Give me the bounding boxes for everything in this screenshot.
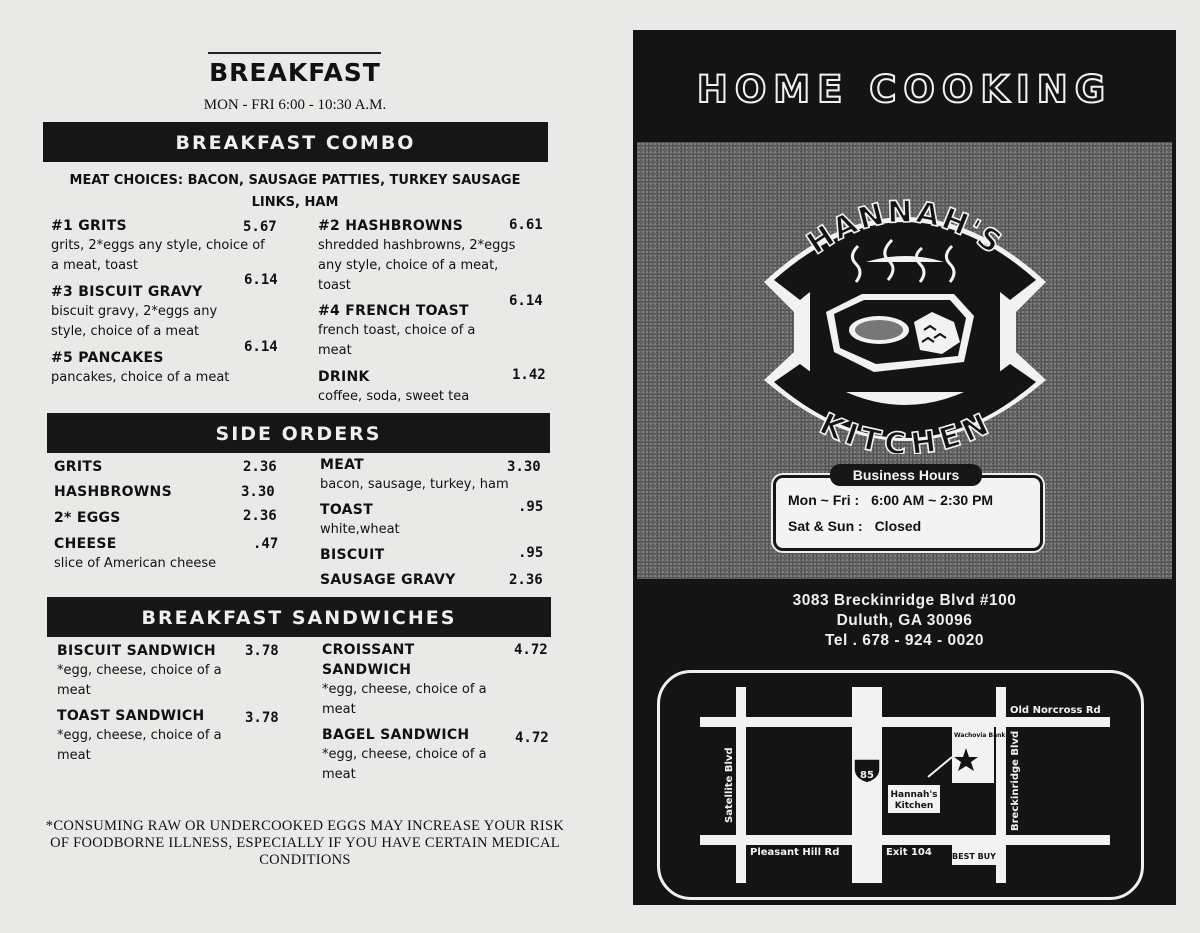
item-name: GRITS <box>54 459 103 475</box>
item-price: 3.30 <box>507 459 541 475</box>
item-desc: shredded hashbrowns, 2*eggs any style, choice of a meat, toast <box>318 238 516 293</box>
item-desc: bacon, sausage, turkey, ham <box>320 477 509 492</box>
title-rule <box>208 52 381 54</box>
item-name: DRINK <box>318 369 370 385</box>
hours-row <box>788 492 993 508</box>
item-price: 2.36 <box>243 508 277 524</box>
item-name: BISCUIT <box>320 547 385 563</box>
item-name: #5 PANCAKES <box>51 350 164 366</box>
menu-item <box>57 706 242 766</box>
item-price: 3.78 <box>245 710 279 726</box>
item-price: 4.72 <box>515 730 549 746</box>
item-desc: pancakes, choice of a meat <box>51 370 230 385</box>
item-price: .95 <box>518 545 544 561</box>
menu-item <box>320 545 384 565</box>
item-name: BAGEL SANDWICH <box>322 727 470 743</box>
road-old-norcross: Old Norcross Rd <box>1010 705 1101 716</box>
item-name: CROISSANT SANDWICH <box>322 642 415 678</box>
address-street: 3083 Breckinridge Blvd #100 <box>792 592 1017 609</box>
item-name: TOAST SANDWICH <box>57 708 205 724</box>
menu-item <box>322 640 502 720</box>
road-satellite: Satellite Blvd <box>724 747 735 823</box>
item-name: #2 HASHBROWNS <box>318 218 464 234</box>
restaurant-label-line1: Hannah's <box>890 790 938 800</box>
item-name: 2* EGGS <box>54 510 121 526</box>
hours-days: Mon ~ Fri : <box>788 492 860 508</box>
sandwiches-heading: BREAKFAST SANDWICHES <box>47 597 551 637</box>
item-desc: biscuit gravy, 2*eggs any style, choice of a meat <box>51 304 218 339</box>
item-price: 6.14 <box>509 293 543 309</box>
hours-row <box>788 518 921 534</box>
item-desc: grits, 2*eggs any style, choice of a meat, toast <box>51 238 265 273</box>
menu-item <box>318 216 518 296</box>
item-name: BISCUIT SANDWICH <box>57 643 216 659</box>
restaurant-label-line2: Kitchen <box>894 801 934 811</box>
breakfast-title: BREAKFAST <box>209 58 381 87</box>
hours-time: Closed <box>874 518 922 534</box>
item-price: 6.14 <box>244 272 278 288</box>
road-pleasant-hill: Pleasant Hill Rd <box>750 847 840 858</box>
item-name: HASHBROWNS <box>54 484 172 500</box>
menu-item <box>54 457 103 477</box>
item-price: 5.67 <box>243 219 277 235</box>
item-desc: slice of American cheese <box>54 556 217 571</box>
logo-top-text: HANNAH'S <box>800 194 1010 262</box>
item-desc: coffee, soda, sweet tea <box>318 389 470 404</box>
item-price: .95 <box>518 499 544 515</box>
menu-item <box>57 641 242 701</box>
item-desc: white,wheat <box>320 522 400 537</box>
item-price: 3.78 <box>245 643 279 659</box>
menu-item <box>322 725 502 785</box>
location-map <box>657 670 1144 900</box>
menu-item <box>318 367 503 407</box>
bank-label: Wachovia Bank <box>954 732 1006 739</box>
menu-item <box>54 482 172 502</box>
item-name: #1 GRITS <box>51 218 127 234</box>
menu-item <box>54 508 121 528</box>
item-name: TOAST <box>320 502 374 518</box>
address-city: Duluth, GA 30096 <box>836 612 973 629</box>
item-price: .47 <box>253 536 279 552</box>
menu-item <box>318 301 493 361</box>
sides-heading: SIDE ORDERS <box>47 413 550 453</box>
item-price: 1.42 <box>512 367 546 383</box>
hours-days: Sat & Sun : <box>788 518 863 534</box>
item-price: 6.14 <box>244 339 278 355</box>
item-price: 6.61 <box>509 217 543 233</box>
item-desc: *egg, cheese, choice of a meat <box>57 728 222 763</box>
interstate-number: 85 <box>860 770 874 781</box>
cover-panel <box>633 30 1176 905</box>
item-desc: *egg, cheese, choice of a meat <box>322 747 487 782</box>
item-price: 2.36 <box>509 572 543 588</box>
menu-item <box>320 455 530 495</box>
item-name: MEAT <box>320 457 364 473</box>
menu-item <box>320 570 456 590</box>
business-hours-title: Business Hours <box>830 464 982 486</box>
road-breckinridge: Breckinridge Blvd <box>1010 730 1021 831</box>
item-desc: *egg, cheese, choice of a meat <box>57 663 222 698</box>
item-price: 3.30 <box>241 484 275 500</box>
item-desc: *egg, cheese, choice of a meat <box>322 682 487 717</box>
combo-heading: BREAKFAST COMBO <box>43 122 548 162</box>
map-drawing <box>660 673 1141 897</box>
business-hours-box <box>773 467 1043 551</box>
hours-time: 6:00 AM ~ 2:30 PM <box>871 492 994 508</box>
item-price: 2.36 <box>243 459 277 475</box>
meat-choices: MEAT CHOICES: BACON, SAUSAGE PATTIES, TURKEY SAUSAGE LINKS, HAM <box>69 173 521 210</box>
menu-item <box>51 348 266 388</box>
logo-bottom-text: KITCHEN <box>814 406 996 454</box>
menu-item <box>51 282 251 342</box>
logo-area <box>637 142 1172 579</box>
phone-number: Tel . 678 - 924 - 0020 <box>825 632 984 649</box>
item-name: CHEESE <box>54 536 117 552</box>
exit-label: Exit 104 <box>886 847 932 858</box>
breakfast-hours: MON - FRI 6:00 - 10:30 A.M. <box>203 97 387 113</box>
item-price: 4.72 <box>514 642 548 658</box>
menu-item <box>54 534 254 574</box>
home-cooking-headline: HOME COOKING <box>696 68 1113 111</box>
item-name: #3 BISCUIT GRAVY <box>51 284 203 300</box>
item-name: SAUSAGE GRAVY <box>320 572 456 588</box>
menu-item <box>320 500 500 540</box>
egg-warning: *CONSUMING RAW OR UNDERCOOKED EGGS MAY INCREASE YOUR RISK OF FOODBORNE ILLNESS, ESPECIALLY IF YOU HAVE CERTAIN MEDICAL CONDITIONS <box>45 818 565 868</box>
menu-item <box>51 216 266 276</box>
item-name: #4 FRENCH TOAST <box>318 303 469 319</box>
kitchen-logo-icon <box>764 182 1046 454</box>
item-desc: french toast, choice of a meat <box>318 323 476 358</box>
store-label: BEST BUY <box>952 852 996 861</box>
